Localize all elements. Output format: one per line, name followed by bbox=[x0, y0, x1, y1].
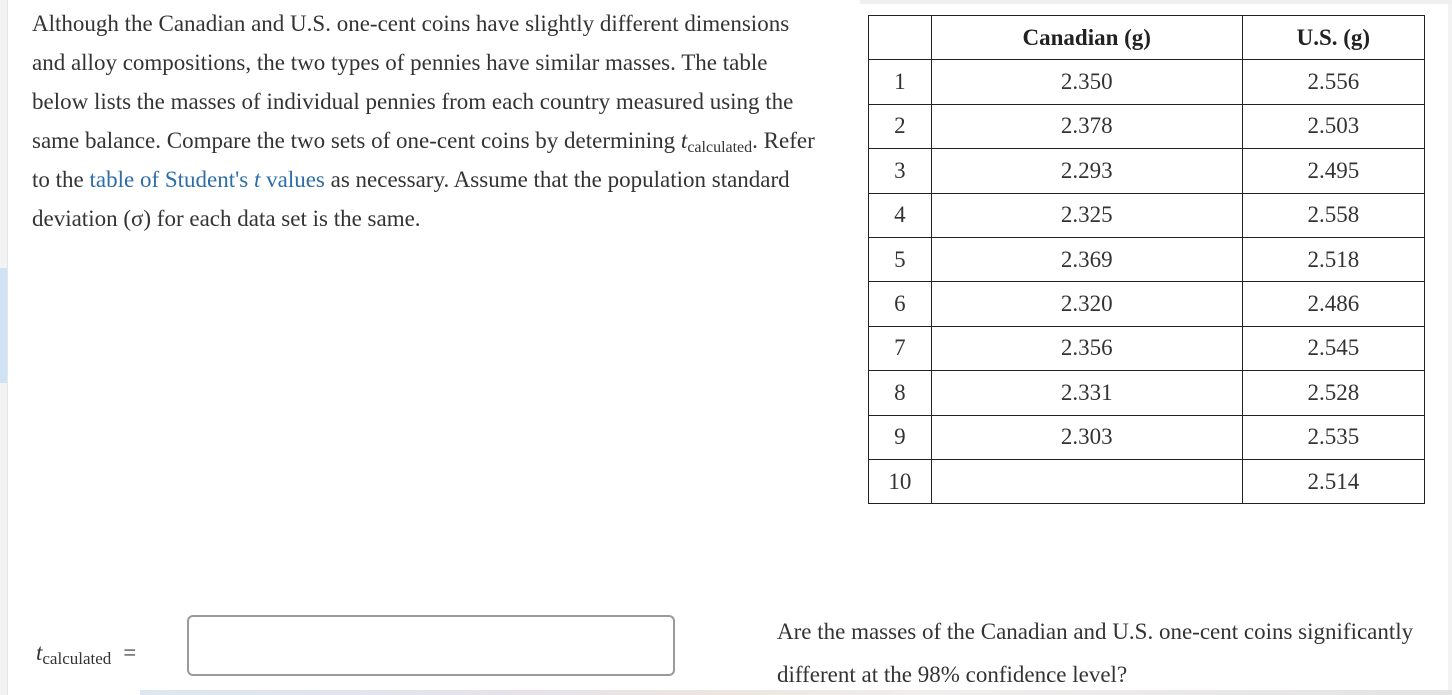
us-mass: 2.528 bbox=[1242, 371, 1424, 415]
us-mass: 2.545 bbox=[1242, 326, 1424, 370]
table-row bbox=[869, 149, 1425, 193]
us-mass: 2.518 bbox=[1242, 237, 1424, 281]
table-header bbox=[869, 16, 1425, 60]
table-row bbox=[869, 104, 1425, 148]
row-index: 4 bbox=[869, 193, 932, 237]
coin-mass-table bbox=[868, 15, 1425, 504]
canadian-mass: 2.356 bbox=[931, 326, 1242, 370]
row-index: 1 bbox=[869, 60, 932, 104]
canadian-mass: 2.303 bbox=[931, 415, 1242, 459]
table-row bbox=[869, 326, 1425, 370]
canadian-mass: 2.369 bbox=[931, 237, 1242, 281]
answer-t-subscript: calculated bbox=[42, 649, 112, 668]
table-body bbox=[869, 60, 1425, 504]
link-text-1[interactable]: table of Student's bbox=[89, 167, 254, 192]
canadian-mass: 2.320 bbox=[931, 282, 1242, 326]
us-mass: 2.486 bbox=[1242, 282, 1424, 326]
row-index: 2 bbox=[869, 104, 932, 148]
us-mass: 2.514 bbox=[1242, 459, 1424, 503]
row-index: 7 bbox=[869, 326, 932, 370]
canadian-mass: 2.293 bbox=[931, 149, 1242, 193]
link-text-2[interactable]: values bbox=[260, 167, 325, 192]
left-edge-highlight bbox=[0, 268, 7, 383]
table-row bbox=[869, 60, 1425, 104]
canadian-mass bbox=[931, 459, 1242, 503]
student-t-table-link[interactable] bbox=[90, 167, 325, 192]
right-scroll-edge bbox=[1448, 0, 1452, 695]
canadian-mass: 2.378 bbox=[931, 104, 1242, 148]
header-row bbox=[869, 16, 1425, 60]
question-part-3: as necessary. Assume that the population standard deviation (σ) for each data set is the same. bbox=[32, 167, 790, 231]
canadian-mass: 2.331 bbox=[931, 371, 1242, 415]
t-symbol: t bbox=[680, 128, 688, 153]
question-part-2: . Refer to the bbox=[32, 128, 815, 192]
row-index: 3 bbox=[869, 149, 932, 193]
header-canadian: Canadian (g) bbox=[931, 16, 1242, 60]
question-part-1: Although the Canadian and U.S. one-cent coins have slightly different dimensions and alloy compositions, the two types of pennies have similar masses. The table below lists the masses of individual pennies from each country measured using the same balance. Compare the two sets of one-cent coins by determining bbox=[32, 11, 794, 153]
canadian-mass: 2.325 bbox=[931, 193, 1242, 237]
us-mass: 2.495 bbox=[1242, 149, 1424, 193]
header-us: U.S. (g) bbox=[1242, 16, 1424, 60]
significance-question: Are the masses of the Canadian and U.S. one-cent coins significantly different at the 98% confidence level? bbox=[777, 619, 1414, 687]
us-mass: 2.503 bbox=[1242, 104, 1424, 148]
us-mass: 2.535 bbox=[1242, 415, 1424, 459]
question-text bbox=[32, 4, 822, 238]
table-row bbox=[869, 282, 1425, 326]
equals-sign: = bbox=[123, 640, 137, 665]
row-index: 5 bbox=[869, 237, 932, 281]
t-calculated-input[interactable] bbox=[187, 615, 675, 676]
row-index: 6 bbox=[869, 282, 932, 326]
table-row bbox=[869, 371, 1425, 415]
row-index: 8 bbox=[869, 371, 932, 415]
table-row bbox=[869, 415, 1425, 459]
t-calculated-label bbox=[36, 640, 136, 666]
top-divider bbox=[860, 0, 1452, 4]
answer-t-symbol: t bbox=[36, 640, 43, 665]
table-row bbox=[869, 193, 1425, 237]
header-index bbox=[869, 16, 932, 60]
table-row bbox=[869, 459, 1425, 503]
table-row bbox=[869, 237, 1425, 281]
link-t-symbol[interactable]: t bbox=[253, 167, 261, 192]
row-index: 9 bbox=[869, 415, 932, 459]
canadian-mass: 2.350 bbox=[931, 60, 1242, 104]
t-subscript: calculated bbox=[687, 139, 753, 156]
us-mass: 2.558 bbox=[1242, 193, 1424, 237]
row-index: 10 bbox=[869, 459, 932, 503]
us-mass: 2.556 bbox=[1242, 60, 1424, 104]
